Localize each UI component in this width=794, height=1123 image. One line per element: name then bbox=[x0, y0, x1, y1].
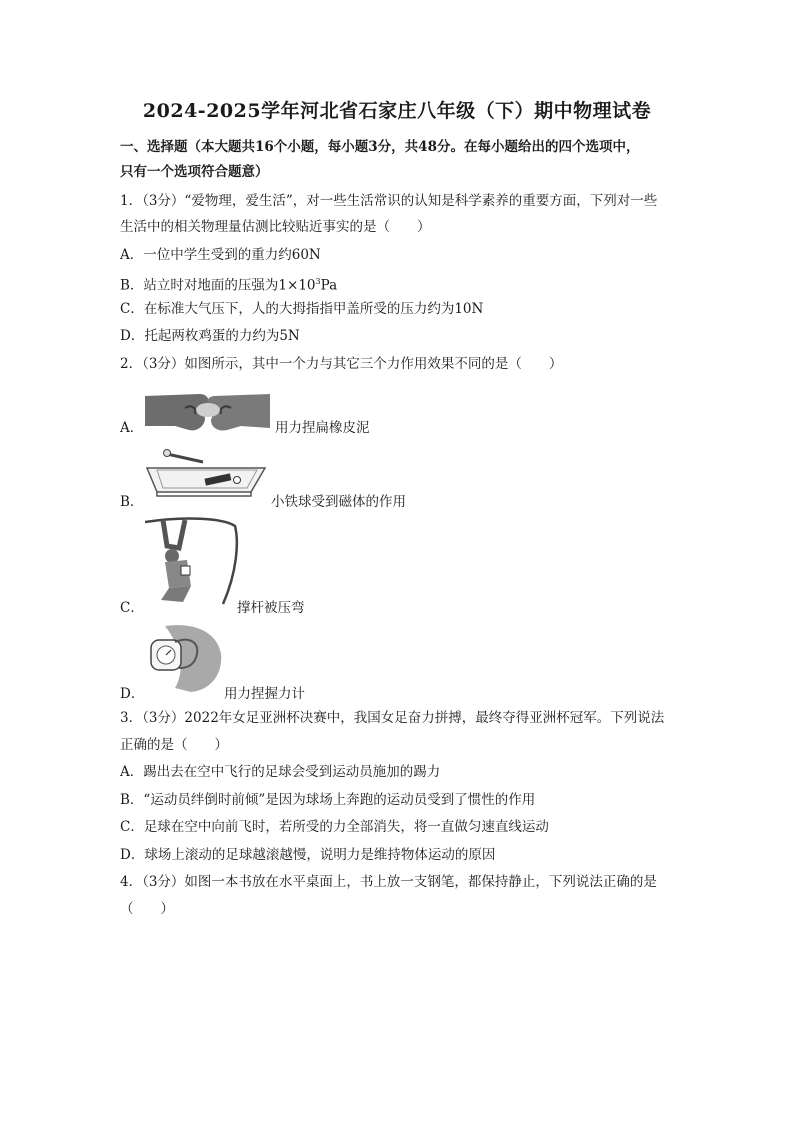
q2-option-b-caption: 小铁球受到磁体的作用 bbox=[271, 494, 406, 510]
q1-stem-cont: 生活中的相关物理量估测比较贴近事实的是（ ） bbox=[120, 219, 431, 235]
q2-option-c-letter: C． bbox=[120, 600, 144, 616]
q1-option-d: D．托起两枚鸡蛋的力约为5N bbox=[120, 328, 300, 344]
magnet-and-ball-tray-icon bbox=[145, 440, 270, 498]
q2-option-d-caption: 用力捏握力计 bbox=[224, 686, 305, 702]
q2-option-d-letter: D． bbox=[120, 686, 145, 702]
q1-option-c: C．在标准大气压下，人的大拇指指甲盖所受的压力约为10N bbox=[120, 301, 484, 317]
q4-stem-cont: （ ） bbox=[120, 901, 174, 917]
q2-option-c-caption: 撑杆被压弯 bbox=[237, 600, 305, 616]
hands-squeezing-clay-icon bbox=[145, 386, 270, 436]
q3-option-d: D．球场上滚动的足球越滚越慢，说明力是维持物体运动的原因 bbox=[120, 847, 496, 863]
hand-grip-dynamometer-icon bbox=[145, 622, 225, 694]
q3-option-c: C．足球在空中向前飞时，若所受的力全部消失，将一直做匀速直线运动 bbox=[120, 819, 549, 835]
q4-stem: 4．（3分）如图一本书放在水平桌面上，书上放一支钢笔，都保持静止，下列说法正确的是 bbox=[120, 874, 657, 890]
page-title: 2024-2025学年河北省石家庄八年级（下）期中物理试卷 bbox=[142, 100, 652, 122]
q1-option-b: B．站立时对地面的压强为$1\times 10^3Pa$ bbox=[120, 277, 338, 294]
q1-option-a: A．一位中学生受到的重力约60N bbox=[120, 247, 321, 263]
q3-option-b: B．“运动员绊倒时前倾”是因为球场上奔跑的运动员受到了惯性的作用 bbox=[120, 792, 536, 808]
q3-stem-cont: 正确的是（ ） bbox=[120, 737, 228, 753]
q3-stem: 3．（3分）2022年女足亚洲杯决赛中，我国女足奋力拼搏，最终夺得亚洲杯冠军。下列说法 bbox=[120, 710, 665, 726]
q1-stem: 1．（3分）“爱物理，爱生活”，对一些生活常识的认知是科学素养的重要方面，下列对一些 bbox=[120, 193, 658, 209]
section-header: 一、选择题（本大题共16个小题，每小题3分，共48分。在每小题给出的四个选项中， bbox=[120, 139, 640, 155]
q2-stem: 2．（3分）如图所示，其中一个力与其它三个力作用效果不同的是（ ） bbox=[120, 356, 563, 372]
q2-option-a-letter: A． bbox=[120, 420, 144, 436]
q2-option-a-caption: 用力捏扁橡皮泥 bbox=[275, 420, 370, 436]
pole-vaulter-icon bbox=[145, 512, 240, 606]
section-header-cont: 只有一个选项符合题意） bbox=[120, 164, 269, 180]
q2-option-b-letter: B． bbox=[120, 494, 144, 510]
q3-option-a: A．踢出去在空中飞行的足球会受到运动员施加的踢力 bbox=[120, 764, 441, 780]
